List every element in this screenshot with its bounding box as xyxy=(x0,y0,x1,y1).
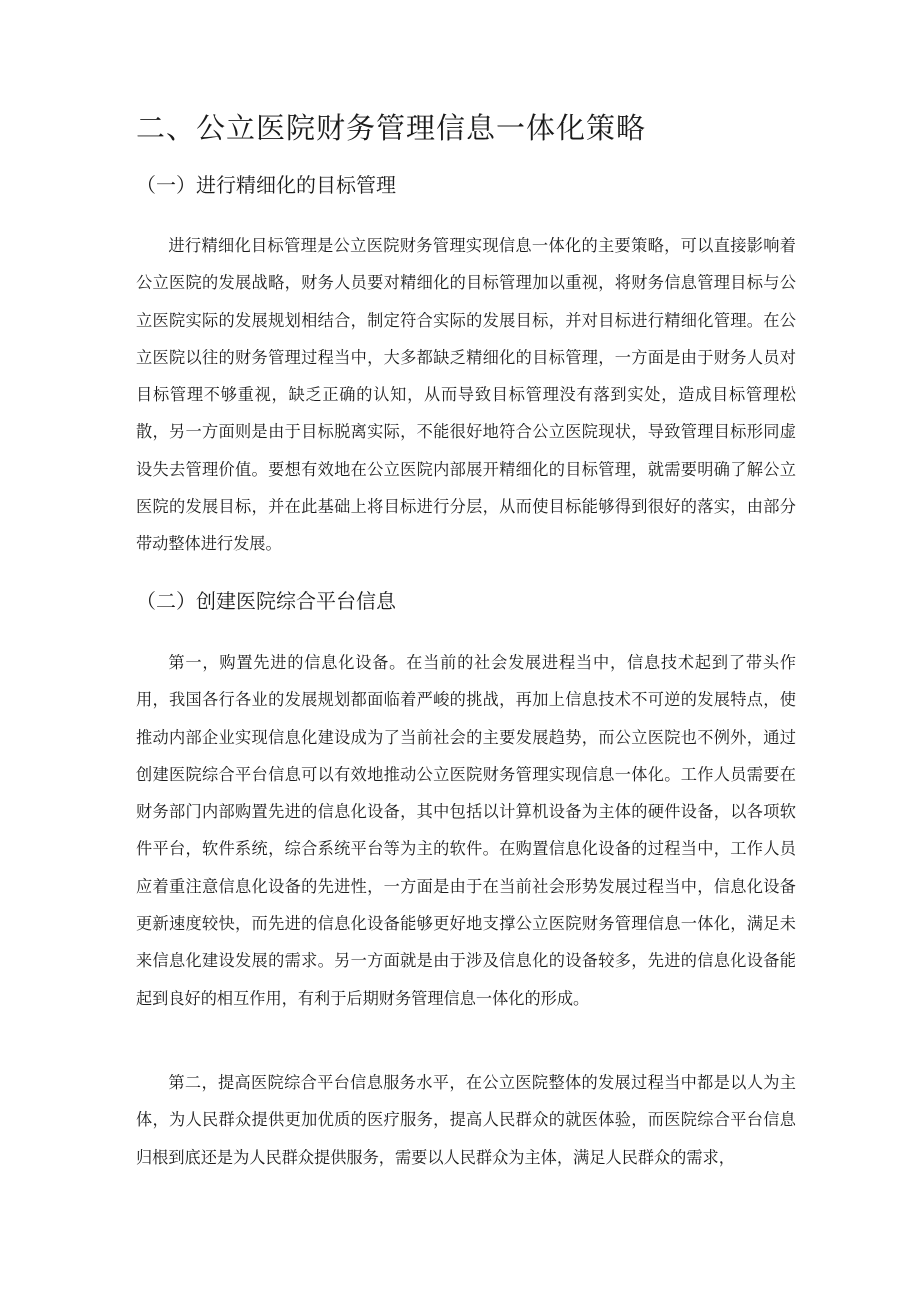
paragraph-second-service: 第二，提高医院综合平台信息服务水平，在公立医院整体的发展过程当中都是以人为主体，为人民群众提供更加优质的医疗服务，提高人民群众的就医体验，而医院综合平台信息归根到底还是为人民群众提供服务，需要以人民群众为主体，满足人民群众的需求， xyxy=(136,1073,796,1167)
section-heading-2: （二）创建医院综合平台信息 xyxy=(136,589,396,613)
section-heading-1: （一）进行精细化的目标管理 xyxy=(136,173,396,197)
paragraph-first-equipment: 第一，购置先进的信息化设备。在当前的社会发展进程当中，信息技术起到了带头作用，我国各行各业的发展规划都面临着严峻的挑战，再加上信息技术不可逆的发展特点，使推动内部企业实现信息化建设成为了当前社会的主要发展趋势，而公立医院也不例外，通过创建医院综合平台信息可以有效地推动公立医院财务管理实现信息一体化。工作人员需要在财务部门内部购置先进的信息化设备，其中包括以计算机设备为主体的硬件设备，以各项软件平台，软件系统，综合系统平台等为主的软件。在购置信息化设备的过程当中，工作人员应着重注意信息化设备的先进性，一方面是由于在当前社会形势发展过程当中，信息化设备更新速度较快，而先进的信息化设备能够更好地支撑公立医院财务管理信息一体化，满足未来信息化建设发展的需求。另一方面就是由于涉及信息化的设备较多，先进的信息化设备能起到良好的相互作用，有利于后期财务管理信息一体化的形成。 xyxy=(136,653,796,1008)
paragraph-target-management: 进行精细化目标管理是公立医院财务管理实现信息一体化的主要策略，可以直接影响着公立医院的发展战略，财务人员要对精细化的目标管理加以重视，将财务信息管理目标与公立医院实际的发展规划相结合，制定符合实际的发展目标，并对目标进行精细化管理。在公立医院以往的财务管理过程当中，大多都缺乏精细化的目标管理，一方面是由于财务人员对目标管理不够重视，缺乏正确的认知，从而导致目标管理没有落到实处，造成目标管理松散，另一方面则是由于目标脱离实际，不能很好地符合公立医院现状，导致管理目标形同虚设失去管理价值。要想有效地在公立医院内部展开精细化的目标管理，就需要明确了解公立医院的发展目标，并在此基础上将目标进行分层，从而使目标能够得到很好的落实，由部分带动整体进行发展。 xyxy=(136,236,796,554)
page-title: 二、公立医院财务管理信息一体化策略 xyxy=(136,111,647,145)
